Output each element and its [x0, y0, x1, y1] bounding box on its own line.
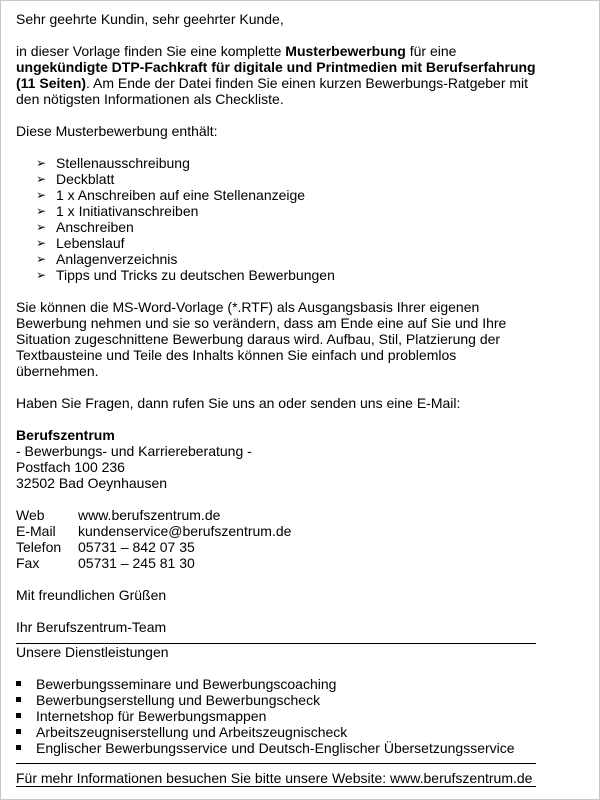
email-link[interactable]: kundenservice@berufszentrum.de: [78, 523, 292, 539]
list-item: Bewerbungsseminare und Bewerbungscoaching: [16, 676, 536, 692]
list-item: Bewerbungserstellung und Bewerbungscheck: [16, 692, 536, 708]
intro-text-1: in dieser Vorlage finden Sie eine komplette: [16, 43, 286, 59]
services-list: [16, 676, 536, 756]
intro-text-3: . Am Ende der Datei finden Sie einen kurzen Bewerbungs-Ratgeber mit den nötigsten Informationen als Checkliste.: [16, 75, 529, 107]
contact-row-email: E-Mail kundenservice@berufszentrum.de: [16, 523, 292, 539]
list-item: Internetshop für Bewerbungsmappen: [16, 708, 536, 724]
list-item: ➢ Tipps und Tricks zu deutschen Bewerbungen: [36, 267, 335, 283]
company-subtitle: - Bewerbungs- und Karriereberatung -: [16, 443, 252, 459]
fax-number: 05731 – 245 81 30: [78, 555, 195, 571]
footer-note: Für mehr Informationen besuchen Sie bitte unsere Website: www.berufszentrum.de: [16, 770, 533, 786]
arrow-bullet-icon: ➢: [36, 204, 47, 218]
square-bullet-icon: [16, 729, 21, 734]
contact-block: [16, 507, 536, 571]
usage-paragraph: Sie können die MS-Word-Vorlage (*.RTF) als Ausgangsbasis Ihrer eigenen Bewerbung nehmen und sie so verändern, dass am Ende eine auf Sie und Ihre Situation zugeschnittene Bewerbung daraus wird. Aufbau, Stil, Platzierung der Textbausteine und Teile des Inhalts können Sie einfach und problemlos übernehmen.: [16, 299, 507, 379]
company-street: Postfach 100 236: [16, 459, 125, 475]
signature: Ihr Berufszentrum-Team: [16, 619, 167, 635]
contents-list: [16, 155, 536, 283]
intro-paragraph: [16, 43, 536, 107]
square-bullet-icon: [16, 681, 21, 686]
arrow-bullet-icon: ➢: [36, 172, 47, 186]
list-item: ➢ 1 x Anschreiben auf eine Stellenanzeige: [36, 187, 306, 203]
contact-row-web: Web www.berufszentrum.de: [16, 507, 221, 523]
arrow-bullet-icon: ➢: [36, 236, 47, 250]
contact-row-fax: Fax 05731 – 245 81 30: [16, 555, 195, 571]
closing: Mit freundlichen Grüßen: [16, 587, 167, 603]
square-bullet-icon: [16, 745, 21, 750]
letter-body: [16, 11, 536, 787]
footer-underline: [16, 786, 536, 787]
list-item: ➢ Anschreiben: [36, 219, 134, 235]
list-item: ➢ Stellenausschreibung: [36, 155, 190, 171]
list-item: ➢ Lebenslauf: [36, 235, 125, 251]
contact-row-phone: Telefon 05731 – 842 07 35: [16, 539, 195, 555]
arrow-bullet-icon: ➢: [36, 188, 47, 202]
intro-bold-1: Musterbewerbung: [285, 43, 406, 59]
contents-heading: Diese Musterbewerbung enthält:: [16, 123, 218, 139]
intro-text-2: für eine: [405, 43, 457, 59]
web-link[interactable]: www.berufszentrum.de: [78, 507, 221, 523]
services-heading: Unsere Dienstleistungen: [16, 644, 169, 660]
salutation: Sehr geehrte Kundin, sehr geehrter Kunde,: [16, 11, 284, 27]
questions-line: Haben Sie Fragen, dann rufen Sie uns an oder senden uns eine E-Mail:: [16, 395, 461, 411]
list-item: ➢ Anlagenverzeichnis: [36, 251, 178, 267]
list-item: ➢ Deckblatt: [36, 171, 115, 187]
arrow-bullet-icon: ➢: [36, 252, 47, 266]
list-item: Englischer Bewerbungsservice und Deutsch-Englischer Übersetzungsservice: [16, 740, 536, 756]
company-city: 32502 Bad Oeynhausen: [16, 475, 168, 491]
address-block: [16, 427, 536, 491]
arrow-bullet-icon: ➢: [36, 220, 47, 234]
phone-number: 05731 – 842 07 35: [78, 539, 195, 555]
list-item: ➢ 1 x Initiativanschreiben: [36, 203, 199, 219]
arrow-bullet-icon: ➢: [36, 156, 47, 170]
arrow-bullet-icon: ➢: [36, 268, 47, 282]
list-item: Arbeitszeugniserstellung und Arbeitszeugnischeck: [16, 724, 536, 740]
company-name: Berufszentrum: [16, 427, 115, 443]
square-bullet-icon: [16, 713, 21, 718]
square-bullet-icon: [16, 697, 21, 702]
intro-bold-2: ungekündigte DTP-Fachkraft für digitale und Printmedien mit Berufserfahrung (11 Seiten): [16, 59, 536, 91]
